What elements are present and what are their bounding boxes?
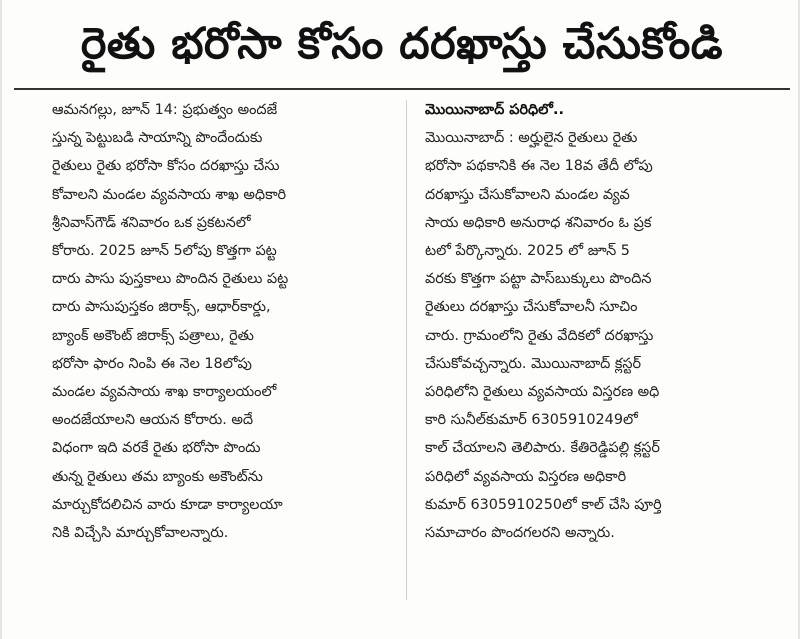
left-line: రైతులు రైతు భరోసా కోసం దరఖాస్తు చేసు xyxy=(52,158,280,175)
left-line: బ్యాంక్ అకౌంట్ జిరాక్స్ పత్రాలు, రైతు xyxy=(52,327,254,344)
right-line: కాల్ చేయాలని తెలిపారు. కేతిరెడ్డిపల్లి క్లస్టర్ xyxy=(425,440,660,457)
right-line: టలో పేర్కొన్నారు. 2025 లో జూన్ 5 xyxy=(425,243,630,260)
right-line: పరిధిలో వ్యవసాయ విస్తరణ అధికారి xyxy=(425,468,627,485)
right-line: మొయినాబాద్ : అర్హులైన రైతులు రైతు xyxy=(425,130,638,147)
headline: రైతు భరోసా కోసం దరఖాస్తు చేసుకోండి xyxy=(80,19,724,69)
right-subheading: మొయినాబాద్ పరిధిలో.. xyxy=(425,102,564,118)
left-line: తున్న రైతులు తమ బ్యాంకు అకౌంట్‌ను xyxy=(52,468,263,485)
column-divider xyxy=(406,100,407,600)
left-line: ఆమనగల్లు, జూన్ 14: ప్రభుత్వం అందజే xyxy=(52,102,278,118)
right-line: సమాచారం పొందగలరని అన్నారు. xyxy=(425,525,615,542)
left-column xyxy=(52,96,388,616)
headline-rule xyxy=(14,88,790,90)
right-line: చేసుకోవచ్చన్నారు. మొయినాబాద్ క్లస్టర్ xyxy=(425,355,641,372)
right-line: దరఖాస్తు చేసుకోవాలని మండల వ్యవ xyxy=(425,186,630,203)
right-line: వరకు కొత్తగా పట్టా పాస్‌బుక్కులు పొందిన xyxy=(425,271,652,288)
left-line: దారు పాసుపుస్తకం జిరాక్స్, ఆధార్‌కార్డు, xyxy=(52,299,271,316)
right-line: పరిధిలోని రైతులు వ్యవసాయ విస్తరణ అధి xyxy=(425,384,660,401)
right-line: రైతులు దరఖాస్తు చేసుకోవాలనీ సూచిం xyxy=(425,299,638,316)
left-line: స్తున్న పెట్టుబడి సాయాన్ని పొందేందుకు xyxy=(52,130,263,147)
right-line: చారు. గ్రామంలోని రైతు వేదికలో దరఖాస్తు xyxy=(425,327,654,344)
left-line: విధంగా ఇది వరకే రైతు భరోసా పొందు xyxy=(52,440,261,457)
left-line: భరోసా ఫారం నింపి ఈ నెల 18లోపు xyxy=(52,355,252,372)
left-line: మండల వ్యవసాయ శాఖ కార్యాలయంలో xyxy=(52,384,277,401)
left-line: శ్రీనివాస్‌గౌడ్ శనివారం ఒక ప్రకటనలో xyxy=(52,214,251,231)
left-line: కోరారు. 2025 జూన్ 5లోపు కొత్తగా పట్ట xyxy=(52,243,277,260)
right-line: కుమార్ 6305910250లో కాల్ చేసి పూర్తి xyxy=(425,496,662,513)
right-line: కారి సునీల్‌కుమార్ 6305910249లో xyxy=(425,412,638,429)
left-line: దారు పాసు పుస్తకాలు పొందిన రైతులు పట్ట xyxy=(52,271,289,288)
left-line: కోవాలని మండల వ్యవసాయ శాఖ అధికారి xyxy=(52,186,287,203)
right-line: భరోసా పథకానికి ఈ నెల 18వ తేదీ లోపు xyxy=(425,158,653,175)
left-line: మార్చుకోదలిచిన వారు కూడా కార్యాలయా xyxy=(52,496,283,513)
left-line: అందజేయాలని ఆయన కోరారు. అదే xyxy=(52,412,254,429)
left-line: నికి విచ్చేసి మార్చుకోవాలన్నారు. xyxy=(52,525,229,542)
right-line: సాయ అధికారి అనురాధ శనివారం ఓ ప్రక xyxy=(425,214,652,231)
right-column xyxy=(425,96,782,616)
